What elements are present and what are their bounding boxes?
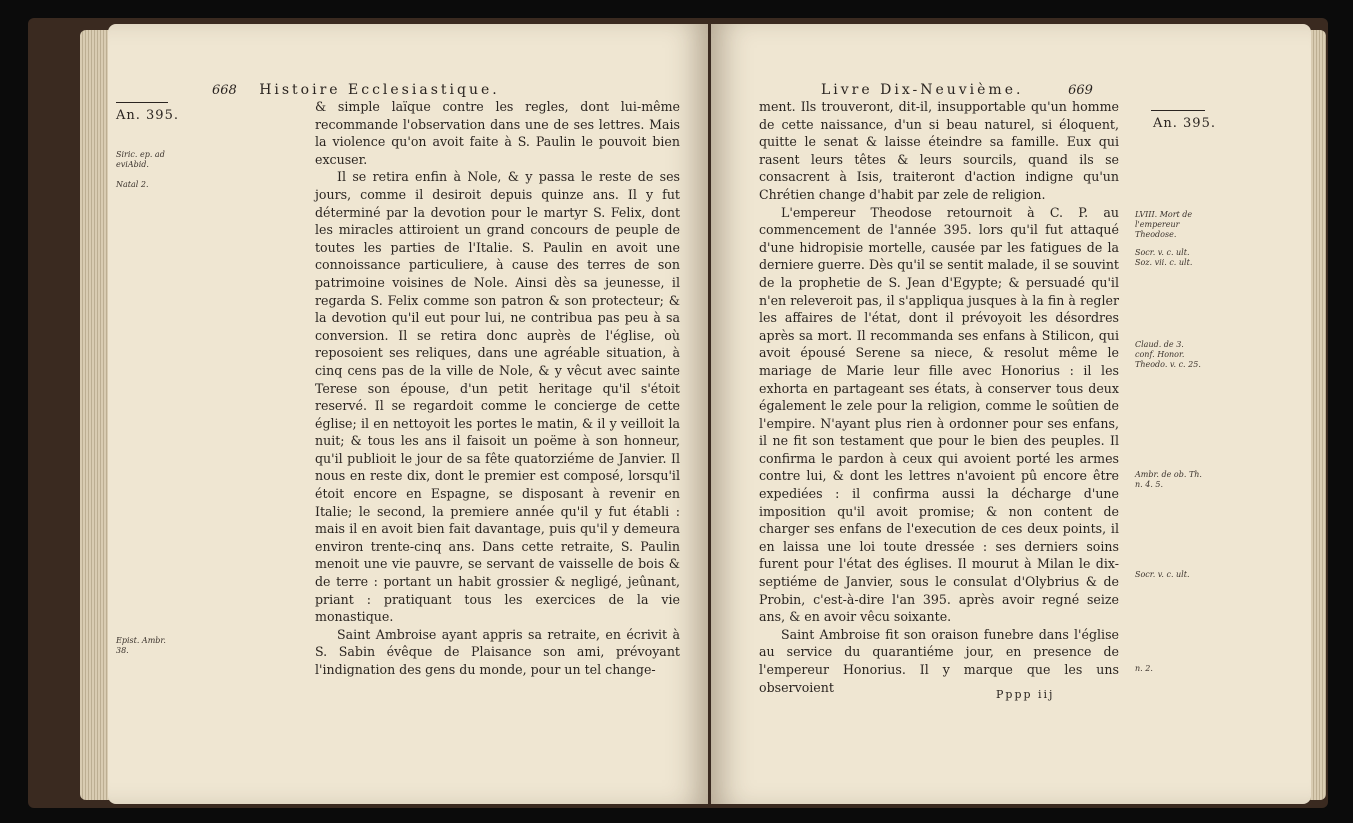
right-running-head [821,82,1093,98]
right-margin-note-3: Claud. de 3. conf. Honor. Theodo. v. c. 25. [1135,340,1201,369]
left-margin-note-2: Natal 2. [116,180,149,189]
left-margin-note-1: Siric. ep. ad eviAbid. [116,150,165,169]
left-body-text [315,98,680,679]
left-paragraph-3: Saint Ambroise ayant appris sa retraite, en écrivit à S. Sabin évêque de Plaisance son ami, prévoyant l'indignation des gens du monde, pour un tel change- [315,626,680,677]
right-margin-note-1: LVIII. Mort de l'empereur Theodose. [1135,210,1193,239]
book-spread [28,18,1328,808]
left-margin-note-3: Epist. Ambr. 38. [116,636,166,655]
right-margin-note-2: Socr. v. c. ult. Soz. vii. c. ult. [1135,248,1193,267]
right-running-title: Livre Dix-Neuvième. [821,82,1024,98]
right-margin-note-5: Socr. v. c. ult. [1135,570,1190,579]
right-paragraph-2: L'empereur Theodose retournoit à C. P. au commencement de l'année 395. lors qu'il fut attaqué d'une hidropisie mortelle, causée par les fatigues de la derniere guerre. Dès qu'il se sentit malade, il se souvint de la prophetie de S. Jean d'Egypte; & persuadé qu'il n'en releveroit pas, il s'appliqua jusques à la fin à regler les affaires de l'état, dont il prévoyoit les désordres après sa mort. Il recommanda ses enfans à Stilicon, qui avoit épousé Serene sa niece, & resolut même le mariage de Marie leur fille avec Honorius : il les exhorta en partageant ses états, à conserver tous deux également le zele pour la religion, comme le soûtien de l'empire. N'ayant plus rien à ordonner pour ses enfans, il ne fit son testament que pour le bien des peuples. Il confirma le pardon à ceux qui avoient porté les armes contre lui, & dont les lettres n'avoient pû encore être expediées : il confirma aussi la décharge d'une imposition qu'il avoit promise; & non content de charger ses enfans de l'execution de ces deux points, il en laissa une loi toute dressée : ses derniers soins furent pour l'état des églises. Il mourut à Milan le dix-septiéme de Janvier, sous le consulat d'Olybrius & de Probin, c'est-à-dire l'an 395. après avoir regné seize ans, & en avoir vêcu soixante. [759,204,1119,625]
page-edges-left [80,30,110,800]
left-paragraph-2: Il se retira enfin à Nole, & y passa le reste de ses jours, comme il desiroit depuis quinze ans. Il y fut déterminé par la devotion pour le martyr S. Felix, dont les miracles attiroient un grand concours de peuple de toutes les parties de l'Italie. S. Paulin en avoit une connoissance particuliere, à cause des terres de son patrimoine voisines de Nole. Ainsi dès sa jeunesse, il regarda S. Felix comme son patron & son protecteur; & la devotion qu'il eut pour lui, ne contribua pas peu à sa conversion. Il se retira donc auprès de l'église, où reposoient ses reliques, dans une agréable situation, à cinq cens pas de la ville de Nole, & y vêcut avec sainte Terese son épouse, d'un petit heritage qu'il s'étoit reservé. Il se regardoit comme le concierge de cette église; il en nettoyoit les portes le matin, & il y veilloit la nuit; & tous les ans il faisoit un poëme à son honneur, qu'il publioit le jour de sa fête quatorziéme de Janvier. Il nous en reste dix, dont le premier est composé, lorsqu'il étoit encore en Espagne, se disposant à revenir en Italie; le second, la premiere année qu'il y fut établi : mais il en avoit bien fait davantage, puis qu'il y demeura environ trente-cinq ans. Dans cette retraite, S. Paulin menoit une vie pauvre, se servant de vaisselle de bois & de terre : portant un habit grossier & negligé, jeûnant, priant : pratiquant tous les exercices de la vie monastique. [315,169,680,625]
left-running-title: Histoire Ecclesiastique. [259,82,500,98]
left-year-rule [116,102,168,103]
left-year: An. 395. [116,108,179,123]
left-page-number: 668 [212,83,237,98]
right-margin-note-4: Ambr. de ob. Th. n. 4. 5. [1135,470,1202,489]
left-page [108,24,708,804]
signature-mark: Pppp iij [996,688,1055,701]
right-page-number: 669 [1068,83,1093,98]
right-year: An. 395. [1153,116,1216,131]
right-paragraph-1: ment. Ils trouveront, dit-il, insupportable qu'un homme de cette naissance, d'un si beau naturel, si éloquent, quitte le senat & laisse éteindre sa famille. Eux qui rasent leurs têtes & leurs sourcils, quand ils se consacrent à Isis, traiteront d'action indigne qu'un Chrétien change d'habit par zele de religion. [759,99,1119,202]
right-paragraph-3: Saint Ambroise fit son oraison funebre dans l'église au service du quarantiéme jour, en presence de l'empereur Honorius. Il y marque que les uns observoient [759,626,1119,695]
right-body-text [759,98,1119,696]
right-page [711,24,1311,804]
left-paragraph-1: & simple laïque contre les regles, dont lui-même recommande l'observation dans une de ses lettres. Mais la violence qu'on avoit faite à S. Paulin le pouvoit bien excuser. [315,99,680,167]
right-year-rule [1151,110,1205,111]
left-running-head [212,82,500,98]
right-margin-note-6: n. 2. [1135,664,1153,673]
